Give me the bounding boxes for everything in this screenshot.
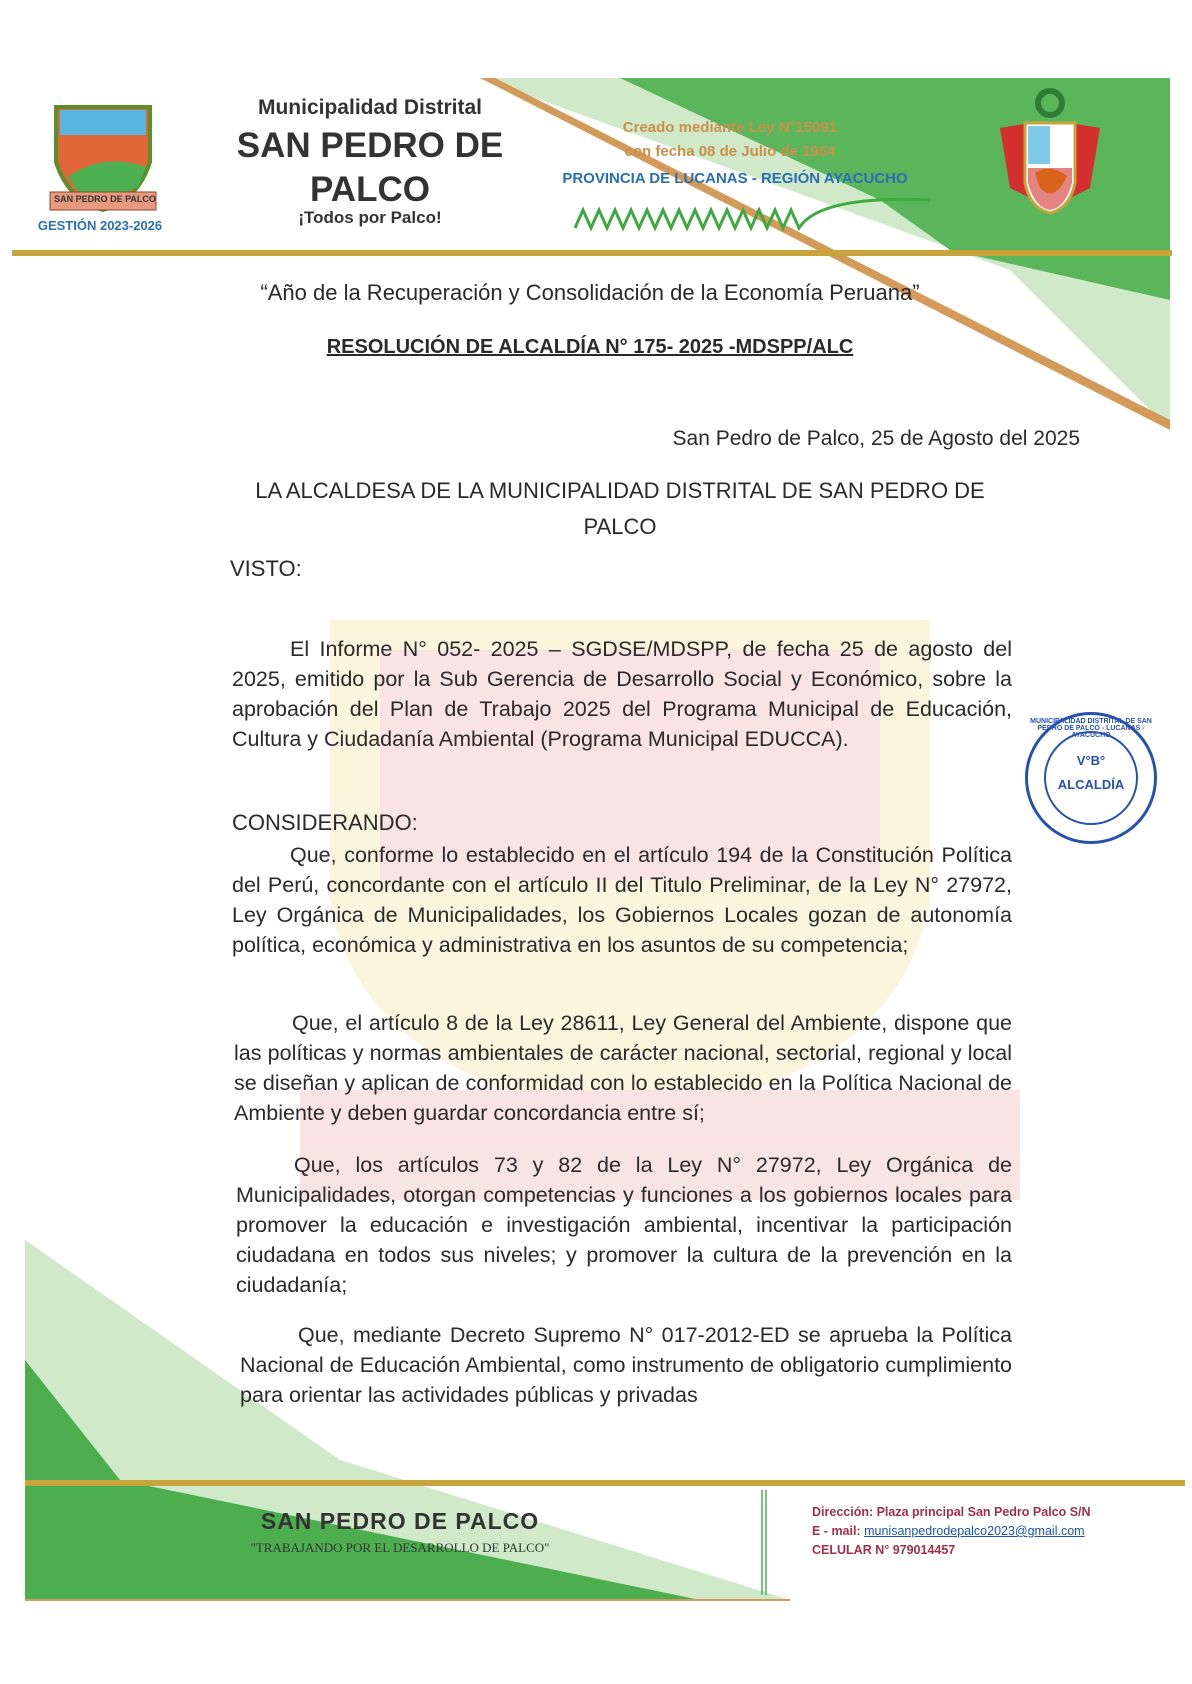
header-gold-rule	[12, 250, 1172, 256]
alcaldia-stamp	[1025, 712, 1157, 844]
stamp-ring-text: MUNICIPALIDAD DISTRITAL DE SAN PEDRO DE PALCO - LUCANAS - AYACUCHO	[1030, 718, 1152, 739]
peru-coat-of-arms	[995, 88, 1105, 228]
footer-contact	[812, 1503, 1091, 1560]
municipality-line: Municipalidad Distrital	[257, 96, 483, 119]
creation-law	[560, 116, 900, 164]
considerando-paragraph-2: Que, el artículo 8 de la Ley 28611, Ley General del Ambiente, dispone que las políticas y normas ambientales de carácter nacional, sectorial, regional y local se diseñan y aplican de conformidad con lo establecido en la Política Nacional de Ambiente y deben guardar concordancia entre sí;	[234, 1011, 1012, 1125]
province-region: PROVINCIA DE LUCANAS - REGIÓN AYACUCHO	[562, 170, 908, 187]
place-date: San Pedro de Palco, 25 de Agosto del 2025	[672, 427, 1080, 450]
footer-tagline: "TRABAJANDO POR EL DESARROLLO DE PALCO"	[250, 1540, 550, 1555]
footer-phone: CELULAR N° 979014457	[812, 1543, 956, 1557]
footer-email-link[interactable]: munisanpedrodepalco2023@gmail.com	[864, 1524, 1085, 1538]
crest-caption: SAN PEDRO DE PALCO	[54, 194, 156, 204]
stamp-office: ALCALDÍA	[1057, 777, 1125, 792]
visto-paragraph: El Informe N° 052- 2025 – SGDSE/MDSPP, de fecha 25 de agosto del 2025, emitido por la Sub Gerencia de Desarrollo Social y Económico, sobre la aprobación del Plan de Trabajo 2025 del Programa Municipal de Educación, Cultura y Ciudadanía Ambiental (Programa Municipal EDUCCA).	[232, 637, 1012, 751]
considerando-paragraph-4: Que, mediante Decreto Supremo N° 017-2012-ED se aprueba la Política Nacional de Educación Ambiental, como instrumento de obligatorio cumplimiento para orientar las actividades públicas y privadas	[240, 1323, 1012, 1407]
considerando-paragraph-1: Que, conforme lo establecido en el artículo 194 de la Constitución Política del Perú, concordante con el artículo II del Titulo Preliminar, de la Ley N° 27972, Ley Orgánica de Municipalidades, los Gobiernos Locales gozan de autonomía política, económica y administrativa en los asuntos de su competencia;	[232, 843, 1012, 957]
gestion-label: GESTIÓN 2023-2026	[37, 218, 163, 233]
municipality-name	[215, 124, 525, 212]
considerando-heading: CONSIDERANDO:	[232, 810, 418, 835]
footer-email-label: E - mail:	[812, 1524, 861, 1538]
footer-gold-rule	[25, 1480, 1185, 1486]
considerando-paragraph-3: Que, los artículos 73 y 82 de la Ley N° 27972, Ley Orgánica de Municipalidades, otorgan competencias y funciones a los gobiernos locales para promover la educación e investigación ambiental, incentivar la participación ciudadana en todos sus niveles; y promover la cultura de la prevención en la ciudadanía;	[236, 1153, 1012, 1297]
creation-line-1: Creado mediante Ley N°15091	[622, 119, 838, 136]
footer-address: Dirección: Plaza principal San Pedro Palco S/N	[812, 1505, 1091, 1519]
resolution-title: RESOLUCIÓN DE ALCALDÍA N° 175- 2025 -MDSPP/ALC	[326, 336, 854, 358]
year-motto: “Año de la Recuperación y Consolidación de la Economía Peruana”	[260, 280, 920, 305]
stamp-vb: V°B°	[1076, 753, 1106, 768]
creation-line-2: con fecha 08 de Julio de 1964	[624, 143, 836, 160]
visto-heading: VISTO:	[230, 556, 302, 581]
municipality-tagline: ¡Todos por Palco!	[298, 208, 442, 227]
authority-heading: LA ALCALDESA DE LA MUNICIPALIDAD DISTRITAL DE SAN PEDRO DE PALCO	[255, 478, 985, 539]
name-line-1: SAN PEDRO DE	[236, 126, 504, 165]
name-line-2: PALCO	[310, 170, 430, 209]
footer-name: SAN PEDRO DE PALCO	[260, 1508, 540, 1534]
